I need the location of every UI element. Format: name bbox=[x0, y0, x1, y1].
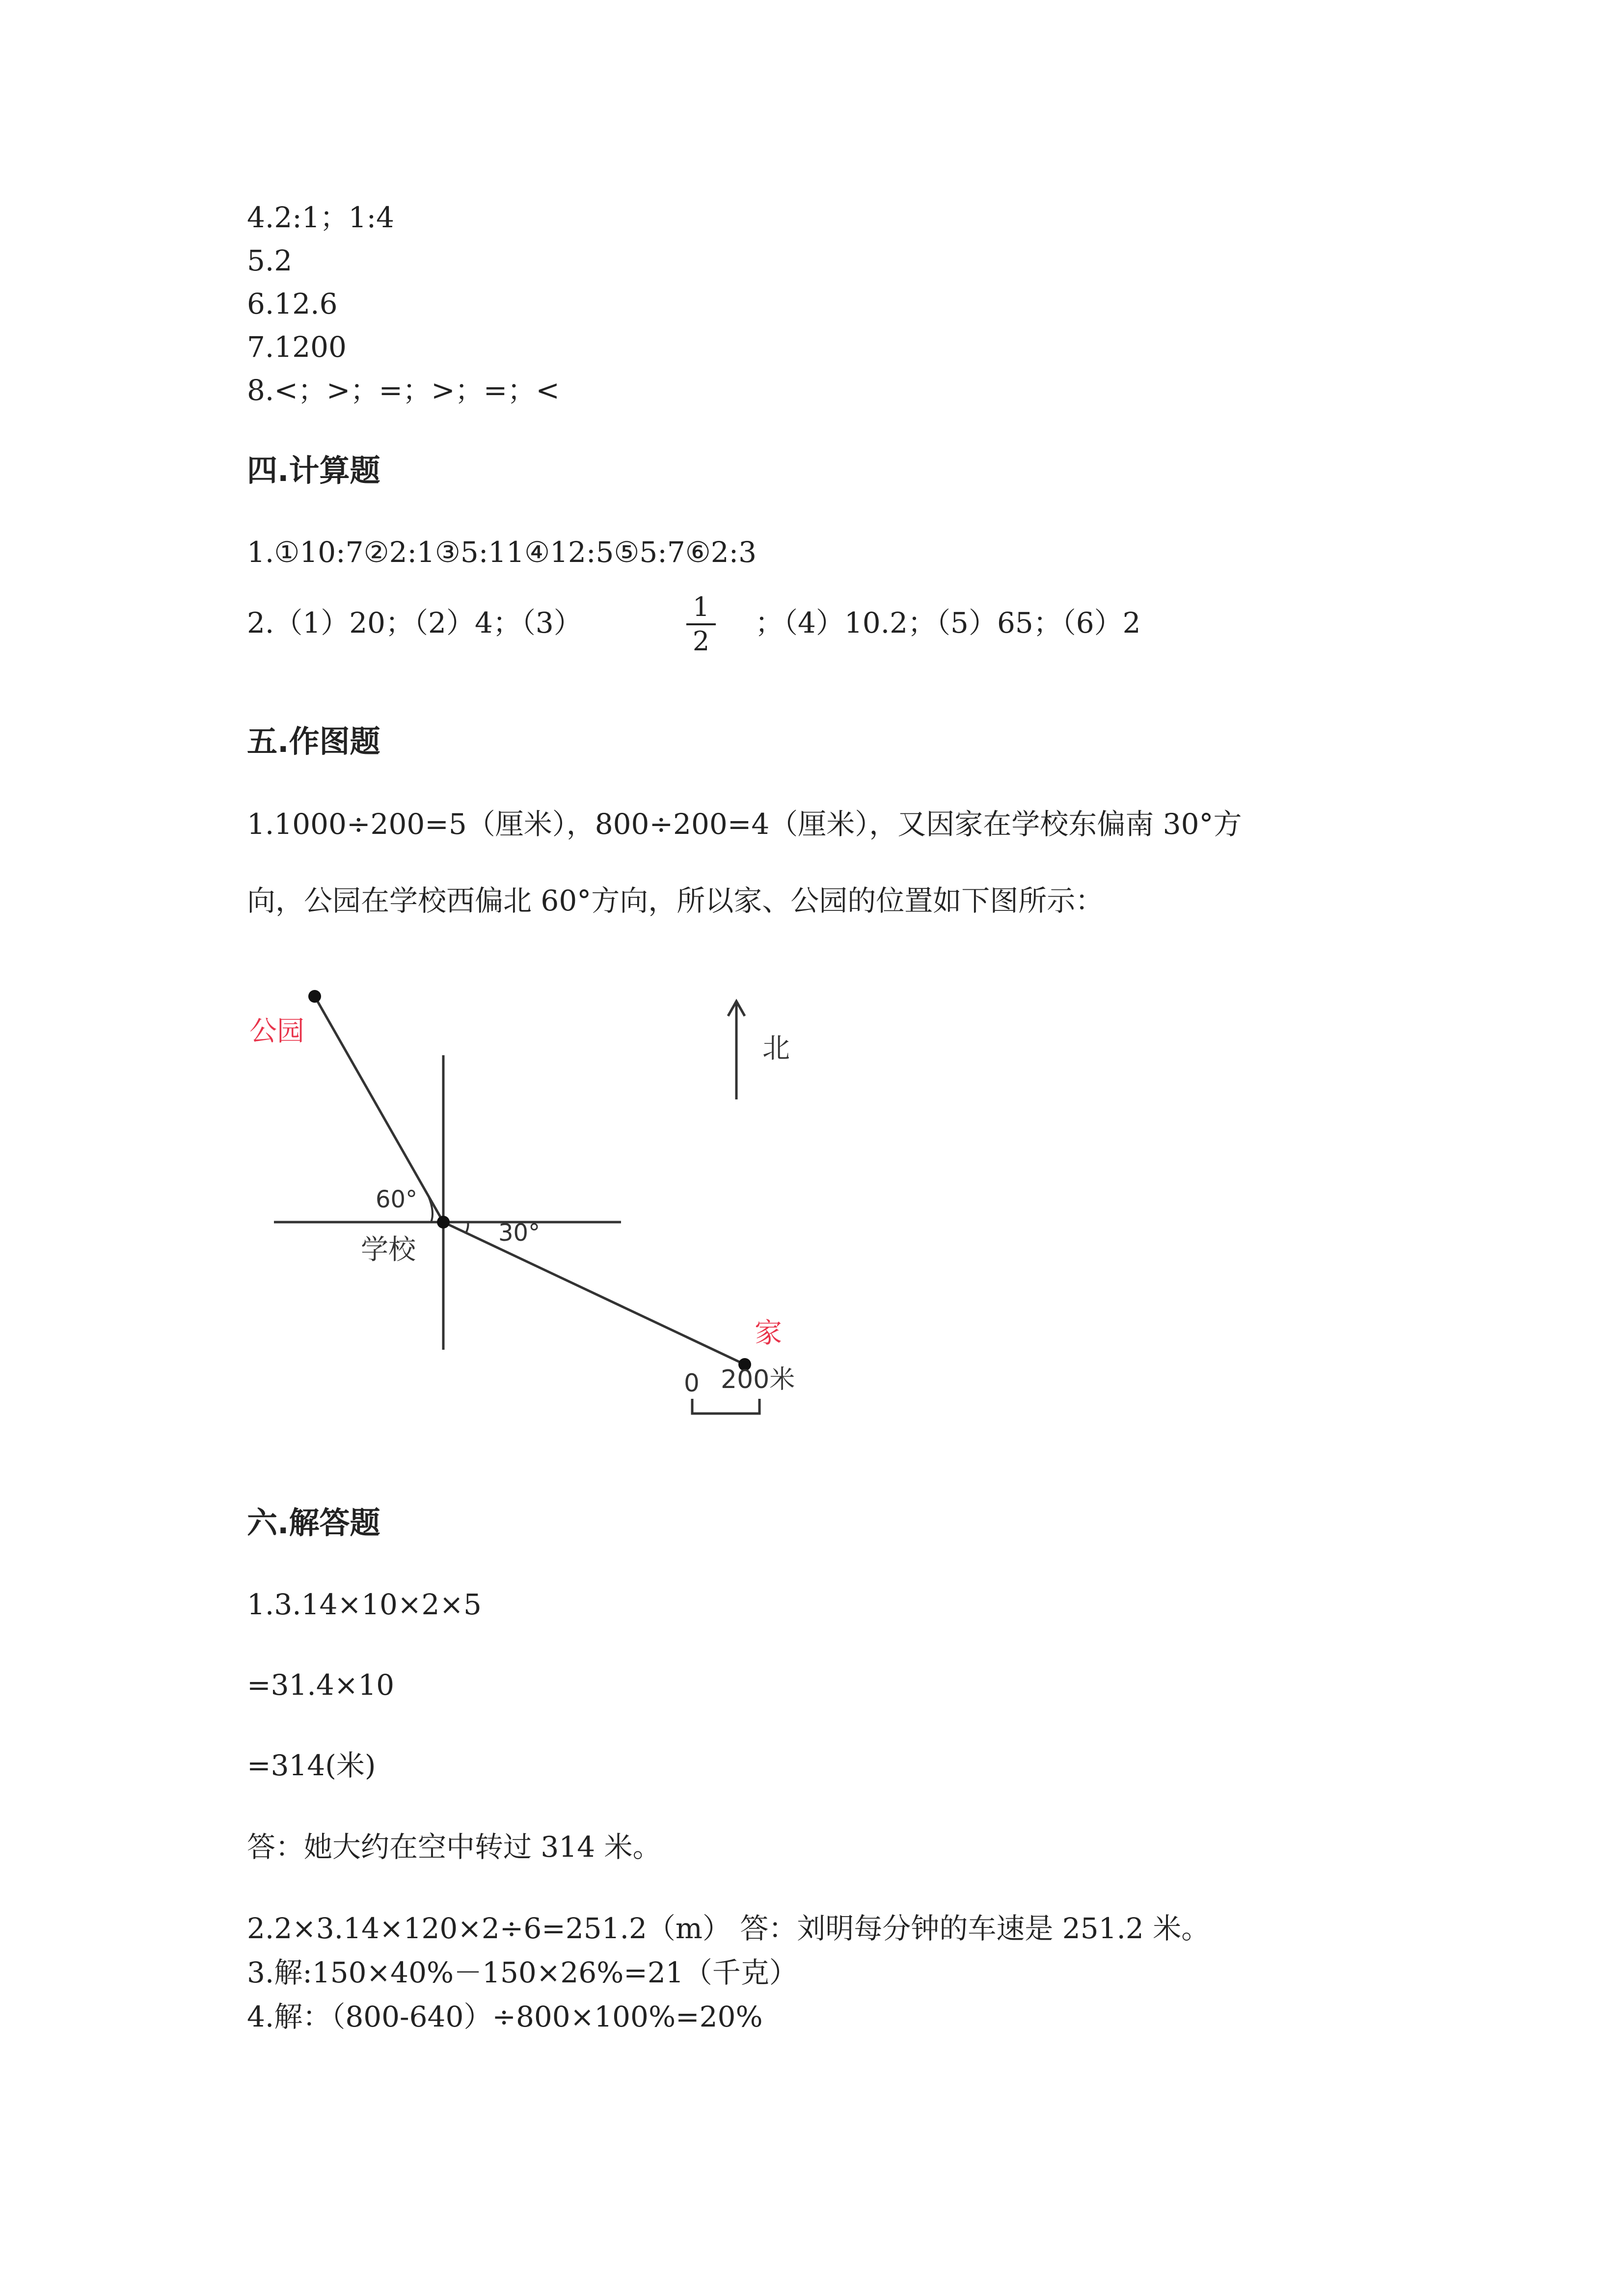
angle-30-label: 30° bbox=[498, 1219, 541, 1247]
north-label: 北 bbox=[762, 1033, 790, 1065]
answer-line-4: 4.2:1；1:4 bbox=[247, 201, 395, 234]
section-4-title: 四.计算题 bbox=[247, 453, 380, 488]
section-4-q1: 1.①10:7②2:1③5:11④12:5⑤5:7⑥2:3 bbox=[247, 535, 757, 569]
fraction-denominator: 2 bbox=[692, 626, 710, 657]
section-5-line-2: 向，公园在学校西偏北 60°方向，所以家、公园的位置如下图所示： bbox=[247, 884, 1104, 917]
angle-60-label: 60° bbox=[376, 1186, 418, 1213]
school-home-line bbox=[443, 1222, 745, 1364]
answer-line-6: 6.12.6 bbox=[247, 287, 338, 320]
fraction-bar bbox=[686, 623, 716, 625]
scale-value-label: 200米 bbox=[721, 1365, 795, 1394]
answer-line-7: 7.1200 bbox=[247, 330, 347, 364]
section-6-line-q2: 2.2×3.14×120×2÷6=251.2（m） 答：刘明每分钟的车速是 251.2 米。 bbox=[247, 1912, 1210, 1945]
section-4-q2-suffix: ；（4）10.2；（5）65；（6）2 bbox=[755, 606, 1141, 640]
scale-bar bbox=[692, 1399, 759, 1414]
scale-zero-label: 0 bbox=[684, 1369, 700, 1397]
position-diagram bbox=[247, 977, 836, 1433]
section-5-line-1: 1.1000÷200=5（厘米），800÷200=4（厘米），又因家在学校东偏南 30°方 bbox=[247, 807, 1242, 841]
park-label: 公园 bbox=[249, 1015, 304, 1047]
section-4-q2-prefix: 2.（1）20；（2）4；（3） bbox=[247, 606, 582, 640]
section-6-line-3: =314(米) bbox=[247, 1749, 376, 1782]
answer-line-8: 8.<；>；=；>；=；< bbox=[247, 374, 560, 407]
section-6-line-1: 1.3.14×10×2×5 bbox=[247, 1588, 482, 1621]
section-6-line-2: =31.4×10 bbox=[247, 1668, 395, 1702]
angle-30-arc bbox=[466, 1222, 468, 1233]
fraction-one-half bbox=[686, 591, 716, 657]
school-point bbox=[437, 1216, 450, 1228]
school-label: 学校 bbox=[361, 1234, 416, 1266]
section-6-line-q3: 3.解:150×40%－150×26%=21（千克） bbox=[247, 1956, 798, 1989]
park-point bbox=[308, 990, 321, 1003]
section-6-answer-1: 答：她大约在空中转过 314 米。 bbox=[247, 1830, 661, 1864]
fraction-numerator: 1 bbox=[692, 591, 710, 622]
answer-line-5: 5.2 bbox=[247, 244, 293, 277]
home-label: 家 bbox=[755, 1317, 782, 1349]
section-6-line-q4: 4.解：（800-640）÷800×100%=20% bbox=[247, 2000, 763, 2033]
section-5-title: 五.作图题 bbox=[247, 723, 380, 759]
section-6-title: 六.解答题 bbox=[247, 1505, 380, 1541]
